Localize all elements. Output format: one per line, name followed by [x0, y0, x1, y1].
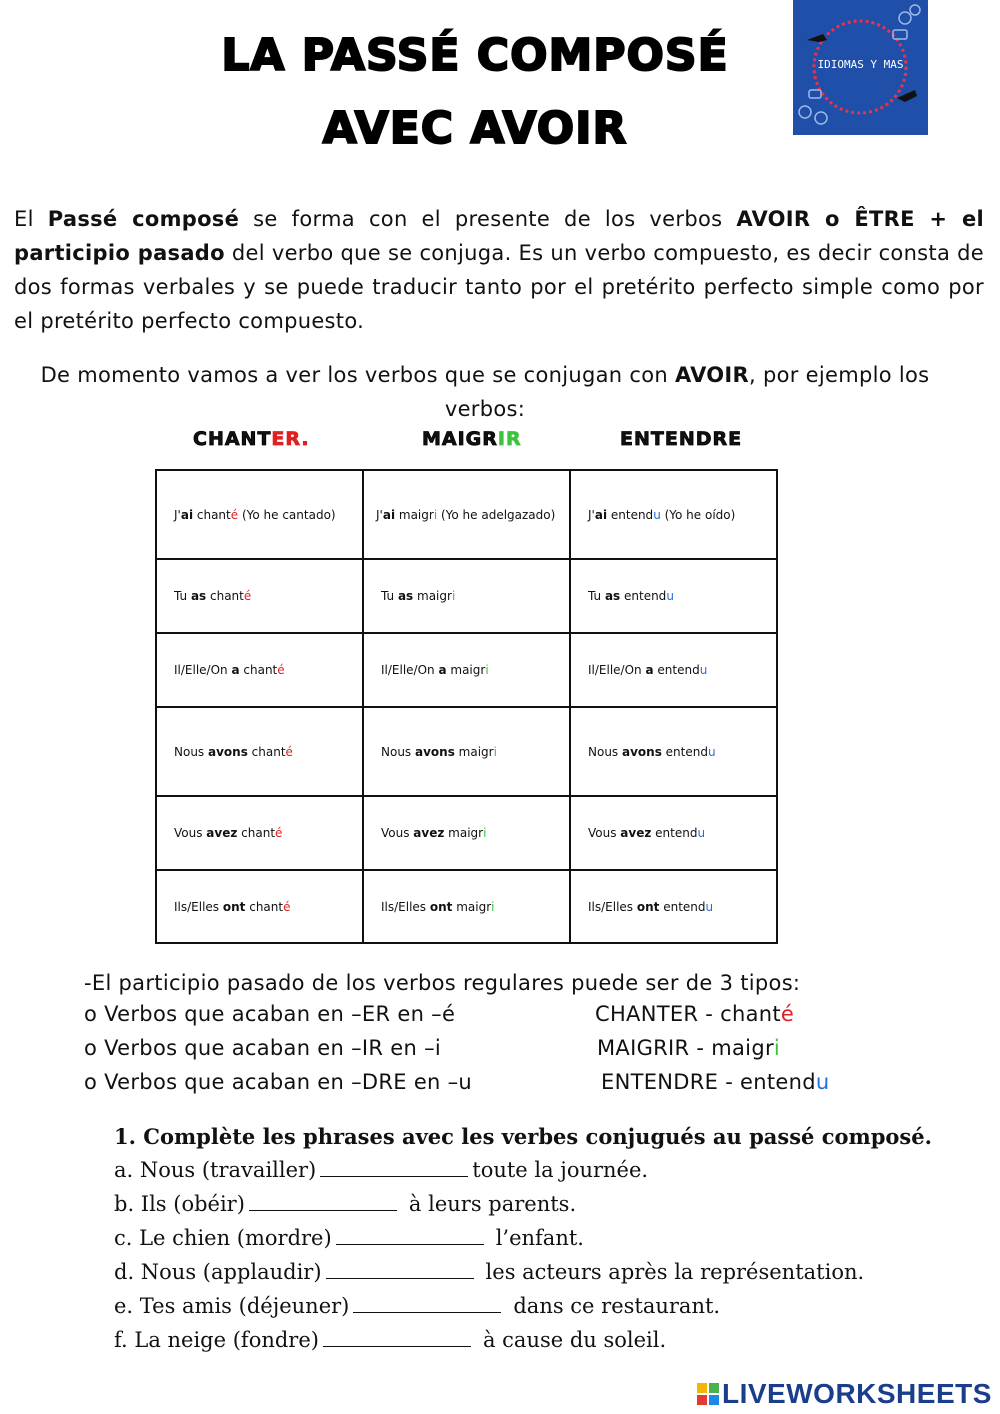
cell-stem: entend: [651, 826, 698, 840]
cell-stem: chant: [247, 744, 286, 759]
logo-text: IDIOMAS Y MAS: [817, 58, 904, 71]
cell-aux: a: [231, 663, 240, 677]
conjugation-table: [155, 469, 778, 944]
rule-er-text: o Verbos que acaban en –ER en –é: [84, 1002, 456, 1026]
intro-text-2: se forma con el presente de los verbos: [239, 207, 737, 231]
cell-post: (Yo he cantado): [238, 507, 336, 522]
intro-bold-2: AVOIR o ÊTRE + el participio pasado: [14, 207, 984, 265]
cell-pre: Ils/Elles: [588, 899, 637, 914]
exercise-item: [114, 1260, 864, 1284]
table-cell: [363, 559, 570, 633]
table-cell: [570, 870, 777, 943]
cell-end: u: [653, 507, 661, 522]
cell-stem: chant: [245, 899, 284, 914]
verb-ending: IR: [497, 428, 522, 450]
cell-pre: Il/Elle/On: [174, 663, 232, 677]
cell-pre: J': [174, 507, 181, 522]
cell-aux: avez: [413, 826, 445, 840]
exercise-item: [114, 1294, 720, 1318]
table-row: [156, 870, 777, 943]
exercise-continuation: les acteurs après la représentation.: [485, 1260, 865, 1284]
rule-dre-text: o Verbos que acaban en –DRE en –u: [84, 1070, 473, 1094]
cell-end: é: [230, 507, 239, 522]
cell-pre: Ils/Elles: [381, 899, 430, 914]
cell-end: é: [275, 826, 283, 840]
cell-aux: avons: [415, 744, 455, 759]
cell-end: é: [283, 899, 291, 914]
table-cell: [570, 559, 777, 633]
cell-end: u: [705, 899, 714, 914]
table-cell: [363, 870, 570, 943]
table-cell: [156, 796, 363, 870]
exercise-continuation: à leurs parents.: [408, 1192, 577, 1216]
exercise-prompt: e. Tes amis (déjeuner): [114, 1294, 350, 1318]
table-cell: [570, 633, 777, 707]
cell-end: i: [433, 507, 438, 522]
intro-bold-1: Passé composé: [47, 207, 240, 231]
cell-end: i: [493, 744, 497, 759]
rule-example-ending: é: [780, 1002, 795, 1026]
answer-blank[interactable]: [336, 1226, 484, 1245]
rule-example-verb: CHANTER - chant: [595, 1002, 781, 1026]
table-cell: [156, 559, 363, 633]
answer-blank[interactable]: [320, 1158, 468, 1177]
cell-aux: avez: [206, 826, 238, 840]
verb-heading-entendre: ENTENDRE: [620, 428, 743, 450]
cell-aux: a: [645, 663, 654, 677]
liveworksheets-text: LIVEWORKSHEETS: [722, 1378, 992, 1409]
moment-paragraph: [20, 358, 950, 426]
cell-end: u: [666, 589, 674, 603]
liveworksheets-logo-icon: [697, 1383, 719, 1405]
table-row: [156, 633, 777, 707]
rule-example-ending: i: [773, 1036, 781, 1060]
cell-stem: entend: [607, 507, 654, 522]
cell-stem: entend: [620, 589, 667, 603]
moment-text-2: , por ejemplo los verbos:: [444, 363, 930, 421]
moment-bold: AVOIR: [674, 363, 750, 387]
verb-heading-chanter: [193, 428, 310, 450]
cell-stem: entend: [661, 744, 708, 759]
logo: [793, 0, 928, 135]
cell-aux: ont: [429, 899, 453, 914]
answer-blank[interactable]: [323, 1328, 471, 1347]
cell-aux: ont: [636, 899, 660, 914]
verb-ending: ER.: [271, 428, 310, 450]
cell-stem: maigr: [444, 826, 484, 840]
cell-pre: J': [588, 507, 595, 522]
cell-pre: Vous: [381, 826, 414, 840]
exercise-prompt: b. Ils (obéir): [114, 1192, 245, 1216]
rules-intro: -El participio pasado de los verbos regulares puede ser de 3 tipos:: [84, 971, 801, 995]
cell-aux: ai: [594, 507, 608, 522]
cell-aux: ai: [382, 507, 396, 522]
cell-post: (Yo he adelgazado): [437, 507, 556, 522]
cell-aux: ont: [222, 899, 246, 914]
cell-end: u: [699, 663, 708, 677]
intro-text-3: del verbo que se conjuga. Es un verbo compuesto, es decir consta de dos formas verbales y se puede traducir tanto por el pretérito perfecto simple como por el pretérito perfecto compuesto.: [14, 241, 984, 333]
cell-pre: Nous: [381, 744, 415, 759]
cell-pre: Il/Elle/On: [381, 663, 439, 677]
table-cell: [363, 470, 570, 559]
cell-end: i: [451, 589, 456, 603]
rule-ir-example: [597, 1036, 780, 1060]
cell-stem: entend: [659, 899, 706, 914]
answer-blank[interactable]: [353, 1294, 501, 1313]
cell-pre: Vous: [174, 826, 207, 840]
cell-pre: Vous: [588, 826, 621, 840]
cell-pre: Tu: [174, 589, 191, 603]
exercise-prompt: c. Le chien (mordre): [114, 1226, 332, 1250]
cell-aux: avons: [208, 744, 248, 759]
verb-heading-maigrir: [422, 428, 522, 450]
intro-text-1: El: [14, 207, 48, 231]
rule-example-ending: u: [815, 1070, 830, 1094]
cell-stem: chant: [206, 589, 244, 603]
table-cell: [156, 870, 363, 943]
exercise-prompt: a. Nous (travailler): [114, 1158, 317, 1182]
verb-stem: CHANT: [193, 428, 272, 450]
cell-aux: as: [604, 589, 621, 603]
exercise-continuation: toute la journée.: [472, 1158, 649, 1182]
cell-stem: maigr: [454, 744, 494, 759]
cell-pre: Nous: [174, 744, 208, 759]
rule-dre-example: [601, 1070, 830, 1094]
table-row: [156, 796, 777, 870]
cell-end: i: [483, 826, 487, 840]
cell-stem: maigr: [446, 663, 486, 677]
table-cell: [570, 796, 777, 870]
table-cell: [156, 707, 363, 796]
table-row: [156, 707, 777, 796]
moment-text-1: De momento vamos a ver los verbos que se conjugan con: [40, 363, 675, 387]
table-cell: [363, 796, 570, 870]
rule-example-verb: MAIGRIR - maigr: [597, 1036, 774, 1060]
answer-blank[interactable]: [326, 1260, 474, 1279]
cell-end: i: [491, 899, 495, 914]
cell-pre: Nous: [588, 744, 622, 759]
exercise-continuation: l’enfant.: [495, 1226, 584, 1250]
cell-end: é: [243, 589, 252, 603]
cell-aux: a: [438, 663, 447, 677]
cell-end: i: [485, 663, 489, 677]
rule-example-verb: ENTENDRE - entend: [601, 1070, 816, 1094]
cell-end: é: [285, 744, 293, 759]
exercise-prompt: f. La neige (fondre): [114, 1328, 319, 1352]
cell-post: (Yo he oído): [660, 507, 736, 522]
cell-end: u: [697, 826, 706, 840]
cell-stem: maigr: [395, 507, 434, 522]
page-title-line1: LA PASSÉ COMPOSÉ: [221, 30, 729, 81]
table-cell: [156, 470, 363, 559]
cell-stem: entend: [653, 663, 700, 677]
cell-pre: Tu: [588, 589, 605, 603]
exercise-item: [114, 1328, 666, 1352]
cell-pre: Tu: [381, 589, 398, 603]
intro-paragraph: [14, 202, 984, 338]
answer-blank[interactable]: [249, 1192, 397, 1211]
cell-pre: Ils/Elles: [174, 899, 223, 914]
cell-aux: avons: [622, 744, 662, 759]
rule-ir-text: o Verbos que acaban en –IR en –i: [84, 1036, 442, 1060]
exercise-continuation: à cause du soleil.: [482, 1328, 667, 1352]
exercise-item: [114, 1226, 584, 1250]
page-title-line2: AVEC AVOIR: [322, 103, 628, 154]
cell-stem: chant: [237, 826, 276, 840]
table-cell: [363, 633, 570, 707]
cell-aux: avez: [620, 826, 652, 840]
exercise-title: 1. Complète les phrases avec les verbes conjugués au passé composé.: [114, 1124, 932, 1149]
cell-end: u: [707, 744, 716, 759]
liveworksheets-brand: [697, 1378, 992, 1410]
exercise-item: [114, 1158, 648, 1182]
table-row: [156, 559, 777, 633]
table-cell: [570, 470, 777, 559]
cell-stem: chant: [239, 663, 278, 677]
cell-stem: maigr: [452, 899, 492, 914]
table-cell: [570, 707, 777, 796]
cell-stem: chant: [193, 507, 231, 522]
cell-aux: as: [397, 589, 414, 603]
cell-aux: as: [190, 589, 207, 603]
cell-pre: J': [376, 507, 383, 522]
cell-pre: Il/Elle/On: [588, 663, 646, 677]
table-row: [156, 470, 777, 559]
rule-er-example: [595, 1002, 794, 1026]
exercise-item: [114, 1192, 576, 1216]
table-cell: [156, 633, 363, 707]
exercise-continuation: dans ce restaurant.: [513, 1294, 721, 1318]
cell-aux: ai: [180, 507, 194, 522]
table-cell: [363, 707, 570, 796]
verb-stem: MAIGR: [422, 428, 498, 450]
cell-end: é: [277, 663, 285, 677]
cell-stem: maigr: [413, 589, 452, 603]
exercise-prompt: d. Nous (applaudir): [114, 1260, 322, 1284]
